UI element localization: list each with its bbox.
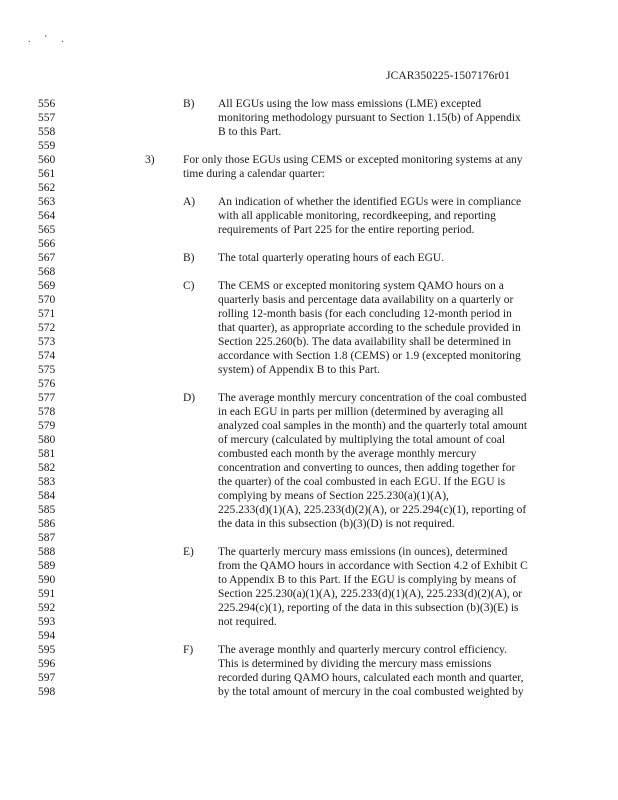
text-line: that quarter), as appropriate according to the schedule provided in [218,322,521,334]
line-number: 591 [38,588,56,600]
text-line: An indication of whether the identified EGUs were in compliance [218,196,522,208]
line-number: 574 [38,350,56,362]
text-line: B to this Part. [218,126,282,138]
text-line: accordance with Section 1.8 (CEMS) or 1.9 (excepted monitoring [218,350,521,362]
text-line: complying by means of Section 225.230(a)(1)(A), [218,490,449,502]
label-c: C) [183,280,195,292]
text-line: requirements of Part 225 for the entire reporting period. [218,224,475,236]
text-line: combusted each month by the average monthly mercury [218,448,477,460]
line-number: 588 [38,546,56,558]
text-line: the data in this subsection (b)(3)(D) is not required. [218,518,455,530]
line-number: 587 [38,532,56,544]
text-line: Section 225.230(a)(1)(A), 225.233(d)(1)(A), 225.233(d)(2)(A), or [218,588,523,600]
label-f: F) [183,644,194,656]
line-number: 580 [38,434,56,446]
text-line: to Appendix B to this Part. If the EGU is complying by means of [218,574,517,586]
text-line: in each EGU in parts per million (determined by averaging all [218,406,504,418]
text-line: concentration and converting to ounces, then adding together for [218,462,516,474]
line-number: 594 [38,630,56,642]
line-number: 556 [38,98,56,110]
line-number: 566 [38,238,56,250]
line-number: 570 [38,294,56,306]
line-number: 561 [38,168,56,180]
text-line: the quarter) of the coal combusted in each EGU. If the EGU is [218,476,506,488]
line-number: 597 [38,672,56,684]
line-number: 559 [38,140,56,152]
text-line: rolling 12-month basis (for each concluding 12-month period in [218,308,512,320]
text-line: 225.294(c)(1), reporting of the data in this subsection (b)(3)(E) is [218,602,519,614]
scan-specks: . ' . [28,34,70,45]
line-number: 598 [38,686,56,698]
line-number: 567 [38,252,56,264]
text-line: monitoring methodology pursuant to Section 1.15(b) of Appendix [218,112,521,124]
text-line: The average monthly and quarterly mercury control efficiency. [218,644,507,656]
line-number: 573 [38,336,56,348]
line-number: 584 [38,490,56,502]
line-number: 595 [38,644,56,656]
line-number: 576 [38,378,56,390]
line-number: 583 [38,476,56,488]
text-line: The CEMS or excepted monitoring system QAMO hours on a [218,280,504,292]
text-line: Section 225.260(b). The data availability shall be determined in [218,336,511,348]
text-line: For only those EGUs using CEMS or excepted monitoring systems at any [183,154,523,166]
text-line: from the QAMO hours in accordance with Section 4.2 of Exhibit C [218,560,528,572]
line-number: 585 [38,504,56,516]
label-b: B) [183,98,195,110]
line-number: 562 [38,182,56,194]
line-number: 579 [38,420,56,432]
text-line: This is determined by dividing the mercury mass emissions [218,658,492,670]
text-line: with all applicable monitoring, recordkeeping, and reporting [218,210,496,222]
text-line: not required. [218,616,277,628]
line-number: 596 [38,658,56,670]
text-line: All EGUs using the low mass emissions (LME) excepted [218,98,482,110]
line-number: 557 [38,112,56,124]
text-line: The quarterly mercury mass emissions (in ounces), determined [218,546,508,558]
line-number: 577 [38,392,56,404]
document-code: JCAR350225-1507176r01 [386,70,511,82]
line-number: 582 [38,462,56,474]
line-number: 578 [38,406,56,418]
text-line: The average monthly mercury concentration of the coal combusted [218,392,527,404]
line-number: 586 [38,518,56,530]
label-d: D) [183,392,196,404]
line-number: 581 [38,448,56,460]
text-line: 225.233(d)(1)(A), 225.233(d)(2)(A), or 225.294(c)(1), reporting of [218,504,527,516]
text-line: of mercury (calculated by multiplying the total amount of coal [218,434,506,446]
line-number: 569 [38,280,56,292]
line-number: 589 [38,560,56,572]
line-number: 558 [38,126,56,138]
line-number: 560 [38,154,56,166]
text-line: recorded during QAMO hours, calculated each month and quarter, [218,672,524,684]
line-number: 563 [38,196,56,208]
line-number: 565 [38,224,56,236]
line-number: 571 [38,308,56,320]
text-line: system) of Appendix B to this Part. [218,364,380,376]
line-number: 568 [38,266,56,278]
text-line: quarterly basis and percentage data availability on a quarterly or [218,294,514,306]
line-number: 590 [38,574,56,586]
line-number: 575 [38,364,56,376]
label-e: E) [183,546,194,558]
label-a: A) [183,196,196,208]
text-line: time during a calendar quarter: [183,168,325,180]
line-number: 593 [38,616,56,628]
line-number: 564 [38,210,56,222]
text-line: The total quarterly operating hours of each EGU. [218,252,445,264]
line-number: 572 [38,322,56,334]
text-line: analyzed coal samples in the month) and the quarterly total amount [218,420,528,432]
text-line: by the total amount of mercury in the coal combusted weighted by [218,686,524,698]
label-3: 3) [145,154,155,166]
line-number: 592 [38,602,56,614]
label-b: B) [183,252,195,264]
